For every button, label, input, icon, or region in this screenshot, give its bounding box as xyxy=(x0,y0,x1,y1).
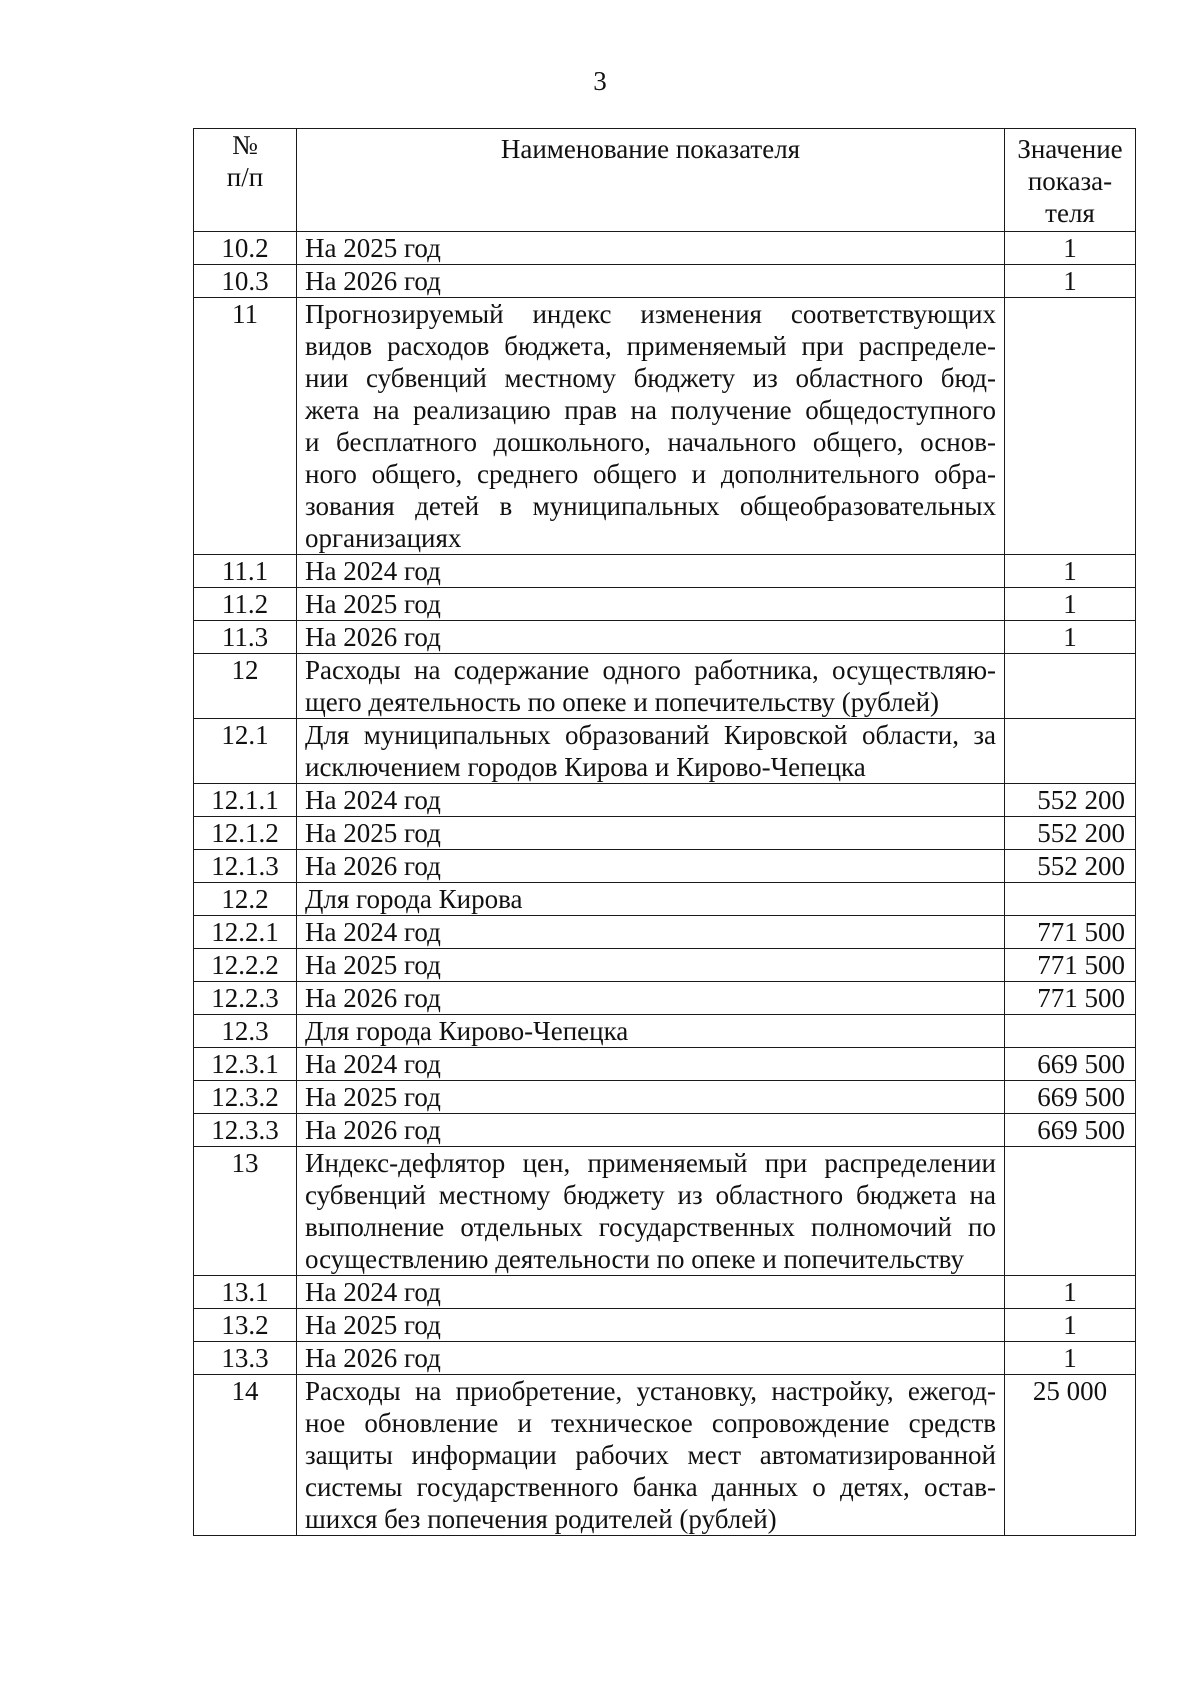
row-name-line: шихся без попечения родителей (рублей) xyxy=(305,1504,777,1534)
row-name-line: зования детей в муниципальных общеобразовательных xyxy=(305,491,996,521)
row-name xyxy=(297,1375,1005,1536)
row-name-line: На 2025 год xyxy=(305,1082,441,1112)
table-row xyxy=(194,982,1136,1015)
table-row xyxy=(194,719,1136,784)
row-name xyxy=(297,1015,1005,1048)
row-number: 12.3.3 xyxy=(194,1114,297,1147)
row-name-line: ное обновление и техническое сопровождение средств xyxy=(305,1408,996,1438)
header-number xyxy=(194,129,297,232)
row-number: 12.3.1 xyxy=(194,1048,297,1081)
table-row xyxy=(194,654,1136,719)
header-value-line: теля xyxy=(1045,198,1095,228)
row-name-line: нии субвенций местному бюджету из областного бюд- xyxy=(305,363,996,393)
row-value: 669 500 xyxy=(1005,1081,1136,1114)
row-number: 13.3 xyxy=(194,1342,297,1375)
row-name xyxy=(297,1081,1005,1114)
header-number-line: № xyxy=(232,130,258,160)
row-name-line: Для города Кирова xyxy=(305,884,523,914)
row-number: 12.2.1 xyxy=(194,916,297,949)
row-value: 1 xyxy=(1005,621,1136,654)
row-value: 771 500 xyxy=(1005,982,1136,1015)
row-value xyxy=(1005,883,1136,916)
row-value: 771 500 xyxy=(1005,916,1136,949)
row-name-line: щего деятельность по опеке и попечительству (рублей) xyxy=(305,687,940,717)
row-value: 1 xyxy=(1005,1309,1136,1342)
table-row xyxy=(194,265,1136,298)
row-name xyxy=(297,916,1005,949)
table-row xyxy=(194,949,1136,982)
row-name xyxy=(297,784,1005,817)
row-name-line: На 2025 год xyxy=(305,589,441,619)
row-name-line: Для города Кирово-Чепецка xyxy=(305,1016,629,1046)
row-name-line: Индекс-дефлятор цен, применяемый при распределении xyxy=(305,1148,996,1178)
row-name xyxy=(297,588,1005,621)
row-name xyxy=(297,883,1005,916)
table-row xyxy=(194,298,1136,555)
indicators-table xyxy=(193,128,1136,1536)
row-name-line: осуществлению деятельности по опеке и попечительству xyxy=(305,1244,964,1274)
header-value xyxy=(1005,129,1136,232)
row-value: 1 xyxy=(1005,1342,1136,1375)
row-value xyxy=(1005,654,1136,719)
row-number: 12.1.1 xyxy=(194,784,297,817)
table-row xyxy=(194,1276,1136,1309)
table-row xyxy=(194,555,1136,588)
header-value-line: Значение xyxy=(1017,134,1123,164)
table-row xyxy=(194,850,1136,883)
header-name: Наименование показателя xyxy=(297,129,1005,232)
table-row xyxy=(194,883,1136,916)
table-row xyxy=(194,1342,1136,1375)
row-number: 12.2.3 xyxy=(194,982,297,1015)
row-name-line: организациях xyxy=(305,523,462,553)
row-name-line: На 2026 год xyxy=(305,1343,441,1373)
row-value: 1 xyxy=(1005,555,1136,588)
header-number-line: п/п xyxy=(226,162,264,192)
row-number: 12.1.3 xyxy=(194,850,297,883)
row-name xyxy=(297,719,1005,784)
row-value: 25 000 xyxy=(1005,1375,1136,1536)
row-name-line: На 2026 год xyxy=(305,851,441,881)
row-name-line: На 2024 год xyxy=(305,1049,441,1079)
table-body xyxy=(194,232,1136,1536)
row-name-line: На 2026 год xyxy=(305,266,441,296)
row-value: 1 xyxy=(1005,232,1136,265)
row-name xyxy=(297,1342,1005,1375)
row-name-line: На 2024 год xyxy=(305,1277,441,1307)
row-value xyxy=(1005,1147,1136,1276)
row-value: 669 500 xyxy=(1005,1048,1136,1081)
row-name-line: жета на реализацию прав на получение общедоступного xyxy=(305,395,996,425)
row-value: 669 500 xyxy=(1005,1114,1136,1147)
row-number: 12.1 xyxy=(194,719,297,784)
row-name-line: и бесплатного дошкольного, начального общего, основ- xyxy=(305,427,996,457)
row-name xyxy=(297,1114,1005,1147)
row-name-line: выполнение отдельных государственных полномочий по xyxy=(305,1212,996,1242)
row-name-line: На 2025 год xyxy=(305,950,441,980)
row-number: 10.3 xyxy=(194,265,297,298)
row-name-line: На 2024 год xyxy=(305,785,441,815)
row-name xyxy=(297,298,1005,555)
row-name xyxy=(297,949,1005,982)
row-name-line: Расходы на содержание одного работника, осуществляю- xyxy=(305,655,996,685)
row-name xyxy=(297,654,1005,719)
row-number: 12 xyxy=(194,654,297,719)
row-number: 14 xyxy=(194,1375,297,1536)
row-name-line: На 2026 год xyxy=(305,1115,441,1145)
row-value: 771 500 xyxy=(1005,949,1136,982)
row-number: 12.3 xyxy=(194,1015,297,1048)
row-name-line: Для муниципальных образований Кировской области, за xyxy=(305,720,996,750)
row-value: 552 200 xyxy=(1005,850,1136,883)
row-number: 12.3.2 xyxy=(194,1081,297,1114)
row-number: 13.1 xyxy=(194,1276,297,1309)
table-row xyxy=(194,1081,1136,1114)
row-name xyxy=(297,1147,1005,1276)
row-name xyxy=(297,621,1005,654)
row-number: 11.3 xyxy=(194,621,297,654)
row-number: 12.1.2 xyxy=(194,817,297,850)
table-row xyxy=(194,1375,1136,1536)
row-name-line: На 2025 год xyxy=(305,1310,441,1340)
table-row xyxy=(194,1147,1136,1276)
row-name xyxy=(297,1048,1005,1081)
row-name xyxy=(297,850,1005,883)
row-name xyxy=(297,982,1005,1015)
row-name-line: системы государственного банка данных о детях, остав- xyxy=(305,1472,996,1502)
table-header-row xyxy=(194,129,1136,232)
row-number: 11 xyxy=(194,298,297,555)
row-name-line: На 2024 год xyxy=(305,917,441,947)
table-row xyxy=(194,1309,1136,1342)
row-value: 1 xyxy=(1005,1276,1136,1309)
table-row xyxy=(194,817,1136,850)
row-name-line: исключением городов Кирова и Кирово-Чепецка xyxy=(305,752,866,782)
row-name-line: Расходы на приобретение, установку, настройку, ежегод- xyxy=(305,1376,996,1406)
row-value: 552 200 xyxy=(1005,784,1136,817)
row-number: 12.2 xyxy=(194,883,297,916)
table-row xyxy=(194,916,1136,949)
row-value: 1 xyxy=(1005,588,1136,621)
table-row xyxy=(194,621,1136,654)
row-name-line: ного общего, среднего общего и дополнительного обра- xyxy=(305,459,996,489)
row-name-line: На 2026 год xyxy=(305,622,441,652)
row-name-line: субвенций местному бюджету из областного бюджета на xyxy=(305,1180,996,1210)
table-row xyxy=(194,1048,1136,1081)
row-name xyxy=(297,555,1005,588)
table-row xyxy=(194,232,1136,265)
row-value xyxy=(1005,298,1136,555)
row-value: 552 200 xyxy=(1005,817,1136,850)
row-number: 13 xyxy=(194,1147,297,1276)
row-name-line: На 2025 год xyxy=(305,818,441,848)
row-number: 12.2.2 xyxy=(194,949,297,982)
row-name xyxy=(297,1309,1005,1342)
row-number: 11.1 xyxy=(194,555,297,588)
row-number: 13.2 xyxy=(194,1309,297,1342)
row-name xyxy=(297,1276,1005,1309)
row-value: 1 xyxy=(1005,265,1136,298)
row-name xyxy=(297,817,1005,850)
page-number: 3 xyxy=(593,66,607,96)
row-value xyxy=(1005,1015,1136,1048)
row-number: 11.2 xyxy=(194,588,297,621)
row-name xyxy=(297,232,1005,265)
row-name-line: Прогнозируемый индекс изменения соответствующих xyxy=(305,299,996,329)
row-name-line: На 2026 год xyxy=(305,983,441,1013)
header-value-line: показа- xyxy=(1027,166,1113,196)
row-name-line: защиты информации рабочих мест автоматизированной xyxy=(305,1440,996,1470)
table-row xyxy=(194,1015,1136,1048)
row-name xyxy=(297,265,1005,298)
table-row xyxy=(194,588,1136,621)
row-value xyxy=(1005,719,1136,784)
row-name-line: видов расходов бюджета, применяемый при распределе- xyxy=(305,331,996,361)
row-name-line: На 2024 год xyxy=(305,556,441,586)
table-row xyxy=(194,784,1136,817)
row-number: 10.2 xyxy=(194,232,297,265)
table-row xyxy=(194,1114,1136,1147)
row-name-line: На 2025 год xyxy=(305,233,441,263)
